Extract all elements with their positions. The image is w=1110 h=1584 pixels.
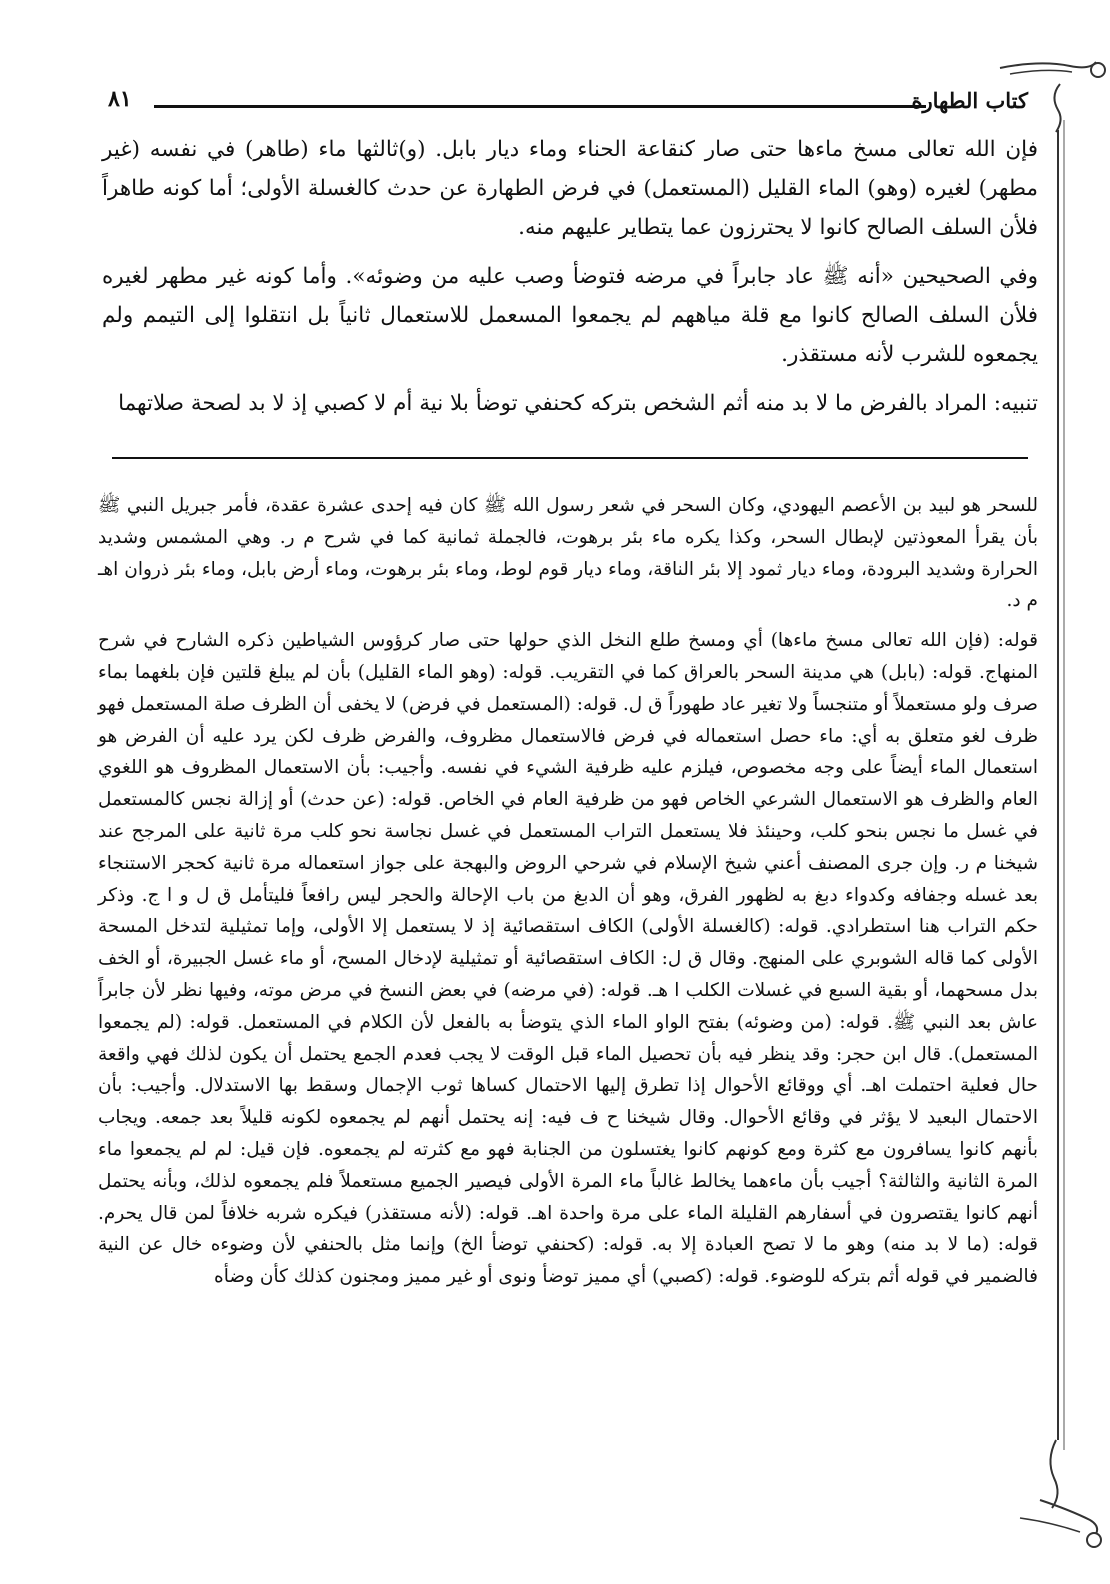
footnote-block [98,490,1038,1301]
footnote-divider [112,457,1028,459]
page-number: ٨١ [108,86,132,112]
main-paragraph: فإن الله تعالى مسخ ماءها حتى صار كنقاعة الحناء وماء ديار بابل. (و)ثالثها ماء (طاهر) في نفسه (غير مطهر) لغيره (وهو) الماء القليل (المستعمل) في فرض الطهارة عن حدث كالغسلة الأولى؛ أما كونه طاهراً فلأن السلف الصالح كانوا لا يحترزون عما يتطاير عليهم منه. [102,137,1038,240]
footnote-paragraph: قوله: (فإن الله تعالى مسخ ماءها) أي ومسخ طلع النخل الذي حولها حتى صار كرؤوس الشياطين ذكره الشارح في شرح المنهاج. قوله: (بابل) هي مدينة السحر بالعراق كما في التقريب. قوله: (وهو الماء القليل) بأن لم يبلغ قلتين فإن بلغهما بماء صرف ولو مستعملاً أو متنجساً ولا تغير عاد طهوراً ق ل. قوله: (المستعمل في فرض) لا يخفى أن الظرف صلة المستعمل فهو ظرف لغو متعلق به أي: ماء حصل استعماله في فرض فالاستعمال مظروف، والفرض ظرف لكن يرد عليه أن الفرض هو استعمال الماء أيضاً على وجه مخصوص، فيلزم عليه ظرفية الشيء في نفسه. وأجيب: بأن الاستعمال المظروف هو اللغوي العام والظرف هو الاستعمال الشرعي الخاص فهو من ظرفية العام في الخاص. قوله: (عن حدث) أو إزالة نجس كالمستعمل في غسل ما نجس بنحو كلب، وحينئذ فلا يستعمل التراب المستعمل في غسل نجاسة نحو كلب مرة ثانية على المرجح عند شيخنا م ر. وإن جرى المصنف أعني شيخ الإسلام في شرحي الروض والبهجة على جواز استعماله مرة ثانية كحجر الاستنجاء بعد غسله وجفافه وكدواء دبغ به لظهور الفرق، وهو أن الدبغ من باب الإحالة والحجر ليس رافعاً فليتأمل ق ل و ا ج. وذكر حكم التراب هنا استطرادي. قوله: (كالغسلة الأولى) الكاف استقصائية إذ لا يستعمل إلا الأولى، وإما تمثيلية لتدخل المسحة الأولى كما قاله الشوبري على المنهج. وقال ق ل: الكاف استقصائية أو تمثيلية لإدخال المسح، أو ماء غسل الجبيرة، أو الخف بدل مسحهما، أو بقية السبع في غسلات الكلب ا هـ. قوله: (في مرضه) في بعض النسخ في مرض موته، وفيها نظر لأن جابراً عاش بعد النبي ﷺ. قوله: (من وضوئه) بفتح الواو الماء الذي يتوضأ به بالفعل لأن الكلام في المستعمل. قوله: (لم يجمعوا المستعمل). قال ابن حجر: وقد ينظر فيه بأن تحصيل الماء قبل الوقت لا يجب فعدم الجمع يحتمل أن يكون لذلك فهي واقعة حال فعلية احتملت اهـ. أي ووقائع الأحوال إذا تطرق إليها الاحتمال كساها ثوب الإجمال وسقط بها الاستدلال. وأجيب: بأن الاحتمال البعيد لا يؤثر في وقائع الأحوال. وقال شيخنا ح ف فيه: إنه يحتمل أنهم لم يجمعوه لكونه قليلاً بعد جمعه. ويجاب بأنهم كانوا يسافرون مع كثرة ومع كونهم كانوا يغتسلون من الجنابة فهو مع كثرته لم يجمعوه. فإن قيل: لم لم يجمعوا ماء المرة الثانية والثالثة؟ أجيب بأن ماءهما يخالط غالباً ماء المرة الأولى فيصير الجميع مستعملاً فلم يجمعوه لذلك، وبأنه يحتمل أنهم كانوا يقتصرون في أسفارهم القليلة الماء على مرة واحدة اهـ. قوله: (لأنه مستقذر) فيكره شربه خلافاً لمن قال يحرم. قوله: (ما لا بد منه) وهو ما لا تصح العبادة إلا به. قوله: (كحنفي توضأ الخ) وإنما مثل بالحنفي لأن وضوءه خال عن النية فالضمير في قوله أثم بتركه للوضوء. قوله: (كصبي) أي مميز توضأ ونوى أو غير مميز ومجنون كذلك كأن وضأه [98,630,1038,1288]
main-paragraph: تنبيه: المراد بالفرض ما لا بد منه أثم الشخص بتركه كحنفي توضأ بلا نية أم لا كصبي إذ لا بد لصحة صلاتهما [118,391,1038,416]
running-header [108,86,1028,118]
main-text-block [102,130,1038,433]
footnote-paragraph: للسحر هو لبيد بن الأعصم اليهودي، وكان السحر في شعر رسول الله ﷺ كان فيه إحدى عشرة عقدة، فأمر جبريل النبي ﷺ بأن يقرأ المعوذتين لإبطال السحر، وكذا يكره ماء بئر برهوت، فالجملة ثمانية كما في شرح م ر. وهي المشمس وشديد الحرارة وشديد البرودة، وماء ديار ثمود إلا بئر الناقة، وماء ديار قوم لوط، وماء بئر برهوت، وماء أرض بابل، وماء بئر ذروان اهـ م د. [98,495,1038,612]
book-title: كتاب الطهارة [911,88,1028,113]
header-rule [154,105,926,108]
main-paragraph: وفي الصحيحين «أنه ﷺ عاد جابراً في مرضه فتوضأ وصب عليه من وضوئه». وأما كونه غير مطهر لغيره فلأن السلف الصالح كانوا مع قلة مياههم لم يجمعوا المسعمل للاستعمال ثانياً بل انتقلوا إلى التيمم ولم يجمعوه للشرب لأنه مستقذر. [102,264,1038,367]
